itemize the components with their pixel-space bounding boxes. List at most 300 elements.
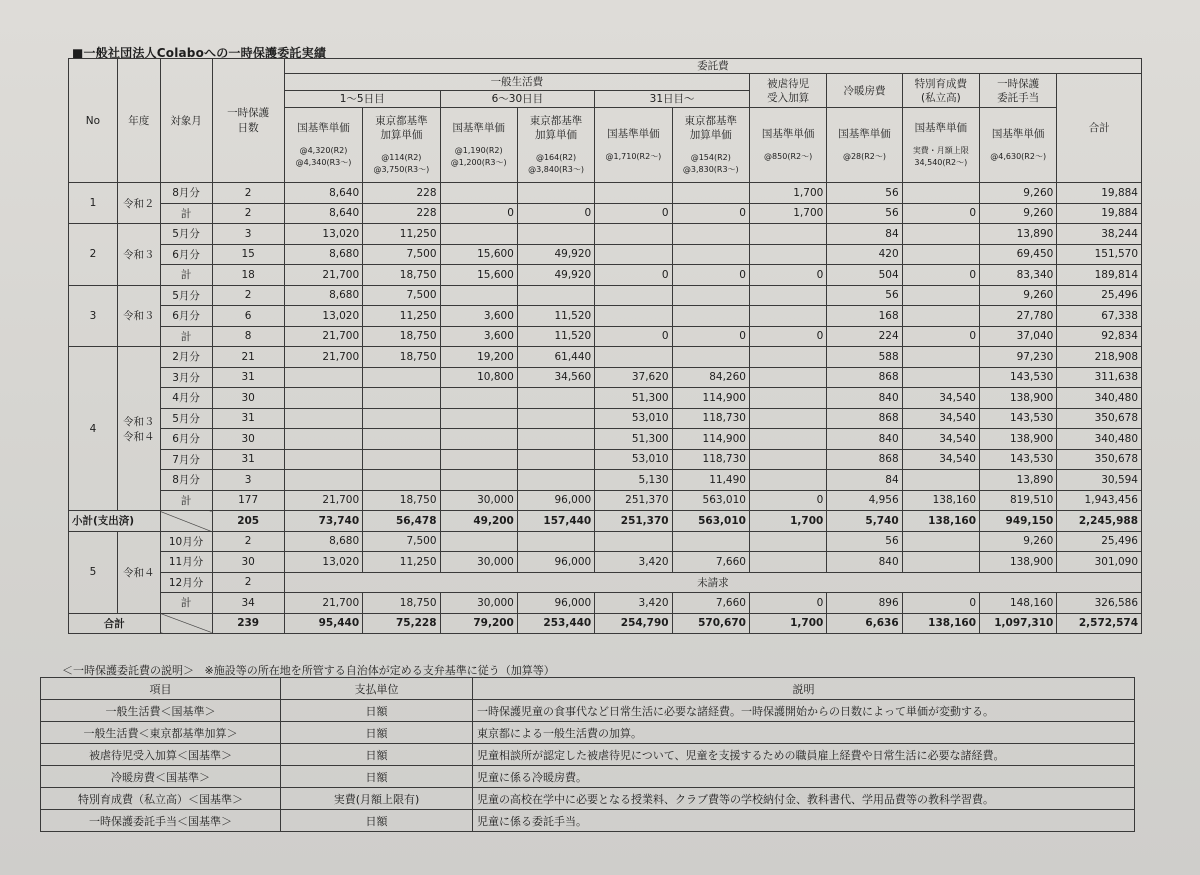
amount-cell: 7,500: [363, 531, 440, 552]
amount-cell: 34,540: [902, 429, 979, 450]
amount-cell: [440, 470, 517, 491]
month-cell: 7月分: [160, 449, 212, 470]
amount-cell: 25,496: [1057, 531, 1142, 552]
explanation-item: 冷暖房費＜国基準＞: [41, 766, 281, 788]
month-cell: 計: [160, 326, 212, 347]
explanation-description: 児童相談所が認定した被虐待児について、児童を支援するための職員雇上経費や日常生活に必要な諸経費。: [473, 744, 1135, 766]
explanation-row: [41, 766, 1135, 788]
amount-cell: [672, 306, 749, 327]
amount-cell: 0: [440, 203, 517, 224]
group-year: [117, 285, 160, 347]
amount-cell: 251,370: [595, 490, 672, 511]
amount-cell: 8,680: [284, 531, 362, 552]
amount-cell: 13,020: [284, 224, 362, 245]
amount-cell: 11,490: [672, 470, 749, 491]
month-cell: 6月分: [160, 244, 212, 265]
header-ippan: 一般生活費: [284, 74, 749, 91]
days-cell: 177: [212, 490, 284, 511]
amount-cell: 84: [827, 224, 902, 245]
amount-cell: 34,560: [517, 367, 594, 388]
explanation-unit: 日額: [281, 810, 473, 832]
amount-cell: 5,740: [827, 511, 902, 532]
header-unit-7: [749, 108, 826, 183]
amount-cell: [749, 429, 826, 450]
amount-cell: 228: [363, 183, 440, 204]
amount-cell: 21,700: [284, 490, 362, 511]
table-row: [69, 388, 1142, 409]
header-tokubetsu-line1: 特別育成費: [914, 77, 968, 90]
amount-cell: 157,440: [517, 511, 594, 532]
amount-cell: 8,640: [284, 183, 362, 204]
header-unit-label: 国基準単価: [991, 128, 1045, 141]
table-row: [69, 429, 1142, 450]
days-cell: 6: [212, 306, 284, 327]
amount-cell: 10,800: [440, 367, 517, 388]
amount-cell: [284, 429, 362, 450]
amount-cell: [284, 388, 362, 409]
amount-cell: [517, 470, 594, 491]
amount-cell: [672, 285, 749, 306]
amount-cell: 19,884: [1057, 183, 1142, 204]
header-unit-rate: @4,320(R2): [299, 146, 348, 156]
header-unit-rate-2: @3,830(R3～): [682, 165, 739, 175]
header-unit-label: 東京都基準: [684, 115, 738, 127]
explanation-item: 被虐待児受入加算＜国基準＞: [41, 744, 281, 766]
days-cell: 30: [212, 552, 284, 573]
header-no: No: [69, 59, 118, 183]
amount-cell: 84,260: [672, 367, 749, 388]
amount-cell: [517, 449, 594, 470]
header-unit-label-2: 加算単価: [689, 129, 732, 142]
amount-cell: 0: [595, 203, 672, 224]
amount-cell: [517, 429, 594, 450]
explanation-table-body: [41, 678, 1135, 832]
amount-cell: 949,150: [980, 511, 1057, 532]
header-unit-rate: @28(R2～): [842, 152, 887, 162]
amount-cell: [595, 531, 672, 552]
amount-cell: 34,540: [902, 388, 979, 409]
amount-cell: [902, 183, 979, 204]
amount-cell: 189,814: [1057, 265, 1142, 286]
group-no: 1: [69, 183, 118, 224]
amount-cell: 79,200: [440, 613, 517, 634]
header-year: 年度: [117, 59, 160, 183]
header-period-2: 6～30日目: [440, 91, 595, 108]
explanation-item: 特別育成費（私立高）＜国基準＞: [41, 788, 281, 810]
amount-cell: [749, 552, 826, 573]
amount-cell: 326,586: [1057, 593, 1142, 614]
amount-cell: [749, 449, 826, 470]
header-unit-label: 東京都基準: [375, 115, 428, 127]
header-unit-rate-2: @1,200(R3～): [450, 158, 507, 168]
amount-cell: [902, 531, 979, 552]
amount-cell: 37,040: [980, 326, 1057, 347]
table-row: [69, 470, 1142, 491]
days-cell: 2: [212, 203, 284, 224]
table-row: [69, 224, 1142, 245]
amount-cell: 15,600: [440, 265, 517, 286]
group-no: 5: [69, 531, 118, 613]
month-cell: 計: [160, 203, 212, 224]
header-unit-10: [980, 108, 1057, 183]
group-no: 3: [69, 285, 118, 347]
days-cell: 205: [212, 511, 284, 532]
header-unit-1: [284, 108, 362, 183]
amount-cell: 6,636: [827, 613, 902, 634]
table-row: [69, 203, 1142, 224]
header-days-line2: 日数: [237, 121, 259, 134]
amount-cell: 118,730: [672, 408, 749, 429]
amount-cell: 148,160: [980, 593, 1057, 614]
amount-cell: 25,496: [1057, 285, 1142, 306]
amount-cell: 84: [827, 470, 902, 491]
amount-cell: 143,530: [980, 408, 1057, 429]
amount-cell: 114,900: [672, 388, 749, 409]
amount-cell: 56,478: [363, 511, 440, 532]
amount-cell: 151,570: [1057, 244, 1142, 265]
header-unit-rate: @1,190(R2): [454, 146, 503, 156]
explanation-heading-title: ＜一時保護委託費の説明＞: [62, 664, 194, 677]
amount-cell: 3,420: [595, 593, 672, 614]
amount-cell: 34,540: [902, 449, 979, 470]
header-unit-rate-2: @3,750(R3～): [373, 165, 430, 175]
amount-cell: 143,530: [980, 449, 1057, 470]
explanation-table: [40, 677, 1135, 832]
group-no: 2: [69, 224, 118, 286]
month-cell: 計: [160, 593, 212, 614]
month-cell: 計: [160, 490, 212, 511]
amount-cell: 0: [749, 593, 826, 614]
amount-cell: 1,700: [749, 203, 826, 224]
amount-cell: 3,600: [440, 326, 517, 347]
header-month: 対象月: [160, 59, 212, 183]
group-year: [117, 347, 160, 511]
amount-cell: [902, 552, 979, 573]
amount-cell: 114,900: [672, 429, 749, 450]
unit-header: 支払単位: [281, 678, 473, 700]
amount-cell: [672, 347, 749, 368]
header-unit-label-2: 加算単価: [535, 129, 578, 142]
amount-cell: 840: [827, 429, 902, 450]
amount-cell: 13,890: [980, 224, 1057, 245]
group-year-line: 令和３: [122, 248, 155, 261]
group-year-line: 令和３: [122, 415, 155, 428]
amount-cell: 56: [827, 531, 902, 552]
explanation-unit: 日額: [281, 722, 473, 744]
month-cell: 5月分: [160, 224, 212, 245]
explanation-row: [41, 700, 1135, 722]
amount-cell: [284, 470, 362, 491]
header-unit-label: 国基準単価: [607, 128, 660, 141]
explanation-description: 児童に係る冷暖房費。: [473, 766, 1135, 788]
amount-cell: 30,000: [440, 552, 517, 573]
month-cell: 12月分: [160, 572, 212, 593]
amount-cell: 8,680: [284, 244, 362, 265]
amount-cell: 0: [672, 265, 749, 286]
amount-cell: 49,920: [517, 244, 594, 265]
amount-cell: 18,750: [363, 347, 440, 368]
amount-cell: 350,678: [1057, 449, 1142, 470]
month-cell: 5月分: [160, 285, 212, 306]
header-teate: [980, 74, 1057, 108]
table-row: [69, 572, 1142, 593]
grand-total-label: 合計: [69, 613, 161, 634]
amount-cell: 61,440: [517, 347, 594, 368]
amount-cell: 0: [902, 326, 979, 347]
amount-cell: [363, 367, 440, 388]
amount-cell: 301,090: [1057, 552, 1142, 573]
days-cell: 31: [212, 367, 284, 388]
amount-cell: 96,000: [517, 490, 594, 511]
header-unit-label: 国基準単価: [914, 122, 968, 135]
amount-cell: 138,160: [902, 613, 979, 634]
explanation-unit: 日額: [281, 766, 473, 788]
explanation-description: 一時保護児童の食事代など日常生活に必要な諸経費。一時保護開始からの日数によって単価が変動する。: [473, 700, 1135, 722]
amount-cell: 11,250: [363, 552, 440, 573]
group-year-line: 令和４: [122, 430, 155, 443]
amount-cell: [749, 470, 826, 491]
amount-cell: 13,020: [284, 552, 362, 573]
month-cell: 4月分: [160, 388, 212, 409]
amount-cell: 9,260: [980, 285, 1057, 306]
header-unit-label: 国基準単価: [761, 128, 815, 141]
amount-cell: [749, 531, 826, 552]
amount-cell: 49,200: [440, 511, 517, 532]
days-cell: 31: [212, 408, 284, 429]
amount-cell: 7,660: [672, 593, 749, 614]
amount-cell: 2,245,988: [1057, 511, 1142, 532]
amount-cell: 21,700: [284, 265, 362, 286]
month-cell: 3月分: [160, 367, 212, 388]
amount-cell: 138,160: [902, 490, 979, 511]
amount-cell: 73,740: [284, 511, 362, 532]
amount-cell: 92,834: [1057, 326, 1142, 347]
header-unit-4: [517, 108, 594, 183]
results-table: [68, 58, 1142, 634]
amount-cell: 8,640: [284, 203, 362, 224]
amount-cell: 1,097,310: [980, 613, 1057, 634]
amount-cell: 138,160: [902, 511, 979, 532]
amount-cell: 0: [749, 326, 826, 347]
explanation-unit: 実費(月額上限有): [281, 788, 473, 810]
table-row: [69, 408, 1142, 429]
header-gyakutai-line2: 受入加算: [767, 91, 810, 104]
header-unit-rate-2: 34,540(R2～): [914, 158, 968, 168]
amount-cell: [595, 244, 672, 265]
header-unit-rate: @1,710(R2～): [605, 152, 662, 162]
amount-cell: [749, 224, 826, 245]
results-table-body: [69, 59, 1142, 634]
amount-cell: 49,920: [517, 265, 594, 286]
amount-cell: 168: [827, 306, 902, 327]
header-unit-rate-2: @4,340(R3～): [295, 158, 352, 168]
amount-cell: [517, 285, 594, 306]
subtotal-row: [69, 511, 1142, 532]
month-cell: 6月分: [160, 306, 212, 327]
header-gyakutai-line1: 被虐待児: [767, 77, 810, 90]
header-total: 合計: [1057, 74, 1142, 183]
amount-cell: [595, 285, 672, 306]
header-unit-label: 国基準単価: [452, 122, 505, 135]
amount-cell: [749, 244, 826, 265]
amount-cell: 228: [363, 203, 440, 224]
amount-cell: 143,530: [980, 367, 1057, 388]
amount-cell: 840: [827, 388, 902, 409]
amount-cell: [440, 285, 517, 306]
days-cell: 21: [212, 347, 284, 368]
amount-cell: 5,130: [595, 470, 672, 491]
amount-cell: 340,480: [1057, 388, 1142, 409]
amount-cell: 0: [902, 203, 979, 224]
amount-cell: 69,450: [980, 244, 1057, 265]
days-cell: 2: [212, 183, 284, 204]
amount-cell: [902, 224, 979, 245]
header-unit-rate: 実費・月額上限: [912, 146, 969, 156]
subtotal-label: 小計(支出済): [69, 511, 161, 532]
amount-cell: [749, 347, 826, 368]
days-cell: 8: [212, 326, 284, 347]
amount-cell: 37,620: [595, 367, 672, 388]
item-header: 項目: [41, 678, 281, 700]
amount-cell: 13,020: [284, 306, 362, 327]
amount-cell: 9,260: [980, 183, 1057, 204]
amount-cell: 51,300: [595, 429, 672, 450]
amount-cell: [284, 449, 362, 470]
amount-cell: 0: [749, 265, 826, 286]
amount-cell: 18,750: [363, 265, 440, 286]
amount-cell: [517, 183, 594, 204]
amount-cell: 96,000: [517, 593, 594, 614]
days-cell: 18: [212, 265, 284, 286]
amount-cell: [284, 367, 362, 388]
header-teate-line1: 一時保護: [997, 77, 1040, 90]
days-cell: 2: [212, 531, 284, 552]
amount-cell: [363, 388, 440, 409]
amount-cell: [672, 224, 749, 245]
header-unit-rate-2: @3,840(R3～): [528, 165, 584, 175]
header-unit-3: [440, 108, 517, 183]
header-period-1: 1～5日目: [284, 91, 440, 108]
amount-cell: 340,480: [1057, 429, 1142, 450]
amount-cell: 96,000: [517, 552, 594, 573]
group-year: [117, 183, 160, 224]
amount-cell: [517, 531, 594, 552]
days-cell: 31: [212, 449, 284, 470]
amount-cell: [902, 285, 979, 306]
amount-cell: 253,440: [517, 613, 594, 634]
amount-cell: [363, 470, 440, 491]
table-row: [69, 367, 1142, 388]
amount-cell: 868: [827, 367, 902, 388]
explanation-item: 一時保護委託手当＜国基準＞: [41, 810, 281, 832]
header-row-1: [69, 59, 1142, 74]
explanation-row: [41, 744, 1135, 766]
days-cell: 3: [212, 224, 284, 245]
explanation-heading: [62, 662, 555, 678]
month-cell: 11月分: [160, 552, 212, 573]
amount-cell: 868: [827, 408, 902, 429]
amount-cell: [517, 224, 594, 245]
amount-cell: 7,500: [363, 244, 440, 265]
amount-cell: 11,520: [517, 326, 594, 347]
header-unit-rate: @154(R2): [690, 153, 731, 163]
amount-cell: [440, 429, 517, 450]
amount-cell: 83,340: [980, 265, 1057, 286]
month-cell: 計: [160, 265, 212, 286]
amount-cell: 15,600: [440, 244, 517, 265]
amount-cell: 3,420: [595, 552, 672, 573]
amount-cell: 9,260: [980, 203, 1057, 224]
amount-cell: 0: [672, 326, 749, 347]
amount-cell: 7,500: [363, 285, 440, 306]
amount-cell: 0: [902, 265, 979, 286]
subtotal-empty-month: [160, 511, 212, 532]
amount-cell: [517, 388, 594, 409]
header-unit-6: [672, 108, 749, 183]
amount-cell: 11,250: [363, 224, 440, 245]
amount-cell: [902, 244, 979, 265]
days-cell: 3: [212, 470, 284, 491]
amount-cell: 1,943,456: [1057, 490, 1142, 511]
amount-cell: [595, 306, 672, 327]
explanation-description: 児童の高校在学中に必要となる授業料、クラブ費等の学校納付金、教科書代、学用品費等の教科学習費。: [473, 788, 1135, 810]
amount-cell: 504: [827, 265, 902, 286]
amount-cell: 95,440: [284, 613, 362, 634]
amount-cell: [440, 388, 517, 409]
amount-cell: 138,900: [980, 388, 1057, 409]
days-cell: 30: [212, 429, 284, 450]
amount-cell: 311,638: [1057, 367, 1142, 388]
amount-cell: 1,700: [749, 511, 826, 532]
amount-cell: 563,010: [672, 511, 749, 532]
header-unit-label: 東京都基準: [529, 115, 583, 127]
table-row: [69, 449, 1142, 470]
amount-cell: 97,230: [980, 347, 1057, 368]
amount-cell: 1,700: [749, 183, 826, 204]
group-year: [117, 224, 160, 286]
header-unit-2: [363, 108, 440, 183]
header-gyakutai: [749, 74, 826, 108]
amount-cell: 570,670: [672, 613, 749, 634]
header-days: [212, 59, 284, 183]
explanation-row: [41, 788, 1135, 810]
month-cell: 5月分: [160, 408, 212, 429]
header-unit-9: [902, 108, 979, 183]
table-row: [69, 285, 1142, 306]
amount-cell: 118,730: [672, 449, 749, 470]
amount-cell: 13,890: [980, 470, 1057, 491]
amount-cell: [749, 367, 826, 388]
amount-cell: 0: [672, 203, 749, 224]
document-title: ■一般社団法人Colaboへの一時保護委託実績: [72, 46, 327, 60]
amount-cell: 21,700: [284, 347, 362, 368]
amount-cell: 75,228: [363, 613, 440, 634]
amount-cell: 18,750: [363, 490, 440, 511]
amount-cell: 2,572,574: [1057, 613, 1142, 634]
header-tokubetsu-line2: (私立高): [920, 91, 961, 104]
explanation-row: [41, 810, 1135, 832]
header-period-3: 31日目～: [595, 91, 750, 108]
amount-cell: 588: [827, 347, 902, 368]
amount-cell: [595, 183, 672, 204]
amount-cell: 34,540: [902, 408, 979, 429]
amount-cell: [440, 224, 517, 245]
amount-cell: 819,510: [980, 490, 1057, 511]
amount-cell: 0: [517, 203, 594, 224]
amount-cell: 0: [902, 593, 979, 614]
amount-cell: 19,200: [440, 347, 517, 368]
amount-cell: [440, 449, 517, 470]
